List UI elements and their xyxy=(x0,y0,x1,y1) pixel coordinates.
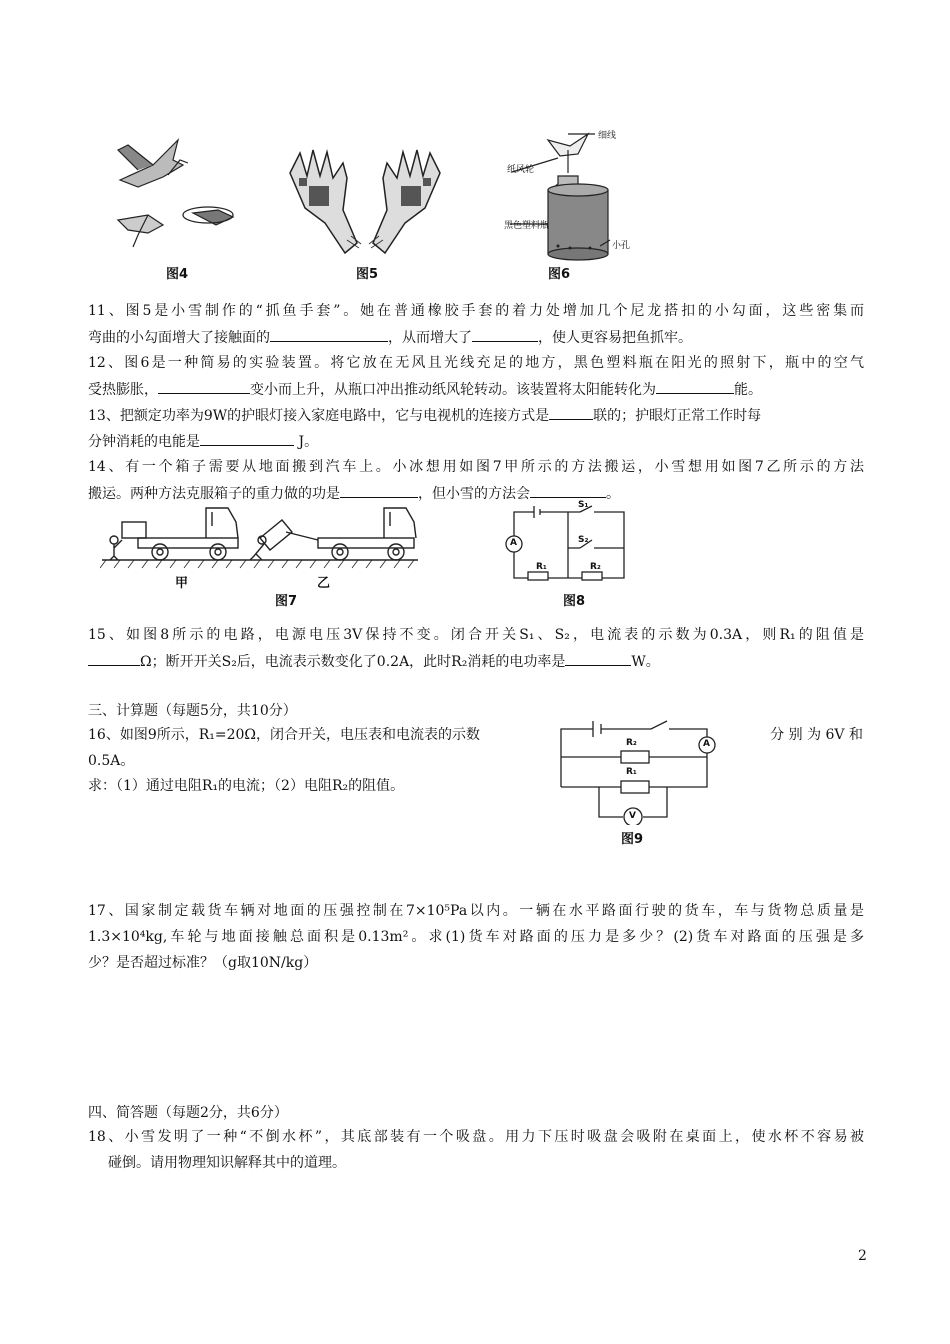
q16-line3: 求：（1）通过电阻R₁的电流；（2）电阻R₂的阻值。 xyxy=(88,778,405,794)
q16-line2: 0.5A。 xyxy=(88,753,135,769)
q14-blank2[interactable] xyxy=(530,484,606,498)
figure-9-circuit-image xyxy=(555,713,725,825)
figure-9-ammeter-label: A xyxy=(703,739,710,749)
q13-blank1[interactable] xyxy=(549,406,593,420)
q14-line2: 搬运。两种方法克服箱子的重力做的功是 ，但小雪的方法会 。 xyxy=(88,486,620,502)
figure-7-trucks-image xyxy=(100,500,420,580)
q11-line1: 11、图5是小雪制作的“抓鱼手套”。她在普通橡胶手套的着力处增加几个尼龙搭扣的小勾面，这些密集而 xyxy=(88,303,864,319)
q11-line2: 弯曲的小勾面增大了接触面的 ，从而增大了 ，使人更容易把鱼抓牢。 xyxy=(88,330,692,346)
figure-6-label-hole: 小孔 xyxy=(612,241,631,251)
q12-blank1[interactable] xyxy=(158,380,250,394)
q17-line1: 17、国家制定载货车辆对地面的压强控制在7×10⁵Pa以内。一辆在水平路面行驶的货车，车与货物总质量是 xyxy=(88,903,864,919)
figure-6-caption: 图6 xyxy=(548,267,571,282)
figure-6-label-thread: 细线 xyxy=(598,131,617,141)
q12-line2: 受热膨胀， 变小而上升，从瓶口冲出推动纸风轮转动。该装置将太阳能转化为 能。 xyxy=(88,382,762,398)
q11-blank1[interactable] xyxy=(270,328,388,342)
q15-line2: Ω；断开开关S₂后，电流表示数变化了0.2A，此时R₂消耗的电功率是 W。 xyxy=(88,652,660,671)
figure-9-r2-label: R₂ xyxy=(626,738,637,748)
figure-4-caption: 图4 xyxy=(166,267,189,282)
q16-line1b: 分 别 为 6V 和 xyxy=(770,727,863,743)
figure-8-ammeter-label: A xyxy=(510,538,517,548)
figure-8-r1-label: R₁ xyxy=(536,562,547,572)
figure-8-s1-label: S₁ xyxy=(578,500,589,510)
figure-7-label-yi: 乙 xyxy=(317,576,331,591)
section-4-heading: 四、简答题（每题2分，共6分） xyxy=(88,1105,288,1121)
figure-8-r2-label: R₂ xyxy=(590,562,601,572)
q15-line1: 15、如图8所示的电路，电源电压3V保持不变。闭合开关S₁、S₂，电流表的示数为0.3A，则R₁的阻值是 xyxy=(88,627,864,643)
page-number: 2 xyxy=(858,1248,867,1264)
q18-line2: 碰倒。请用物理知识解释其中的道理。 xyxy=(108,1155,346,1171)
q13-line1: 13、把额定功率为9W的护眼灯接入家庭电路中，它与电视机的连接方式是 联的；护眼灯正常工作时每 xyxy=(88,408,762,424)
figure-6-label-bottle: 黑色塑料瓶 xyxy=(504,221,550,231)
figure-9-voltmeter-label: V xyxy=(629,811,636,821)
figure-5-gloves-image xyxy=(285,148,445,260)
section-3-heading: 三、计算题（每题5分，共10分） xyxy=(88,703,297,719)
q13-line2: 分钟消耗的电能是 J。 xyxy=(88,434,319,450)
figure-8-s2-label: S₂ xyxy=(578,535,589,545)
q15-blank2[interactable] xyxy=(565,652,631,666)
q17-line3: 少？是否超过标准？（g取10N/kg） xyxy=(88,955,318,971)
q14-blank1[interactable] xyxy=(340,484,418,498)
q17-line2: 1.3×10⁴kg,车轮与地面接触总面积是0.13m²。求(1)货车对路面的压力是多少？(2)货车对路面的压强是多 xyxy=(88,929,864,945)
figure-6-label-pinwheel: 纸风轮 xyxy=(507,165,535,175)
q13-blank2[interactable] xyxy=(200,432,294,446)
figure-7-label-jia: 甲 xyxy=(175,576,189,591)
q14-line1: 14、有一个箱子需要从地面搬到汽车上。小冰想用如图7甲所示的方法搬运，小雪想用如图7乙所示的方法 xyxy=(88,459,864,475)
figure-5-caption: 图5 xyxy=(356,267,379,282)
figure-8-circuit-image xyxy=(500,500,630,582)
figure-9-caption: 图9 xyxy=(621,832,644,847)
figure-9-r1-label: R₁ xyxy=(626,767,637,777)
q12-blank2[interactable] xyxy=(656,380,734,394)
q12-line1: 12、图6是一种简易的实验装置。将它放在无风且光线充足的地方，黑色塑料瓶在阳光的照射下，瓶中的空气 xyxy=(88,355,864,371)
q18-line1: 18、小雪发明了一种“不倒水杯”，其底部装有一个吸盘。用力下压时吸盘会吸附在桌面上，使水杯不容易被 xyxy=(88,1129,864,1145)
figure-4-birds-image xyxy=(108,135,248,265)
figure-8-caption: 图8 xyxy=(563,594,586,609)
q16-line1a: 16、如图9所示，R₁=20Ω，闭合开关，电压表和电流表的示数 xyxy=(88,727,481,743)
q11-blank2[interactable] xyxy=(472,328,538,342)
q15-blank1[interactable] xyxy=(88,652,140,666)
figure-7-caption: 图7 xyxy=(275,594,298,609)
